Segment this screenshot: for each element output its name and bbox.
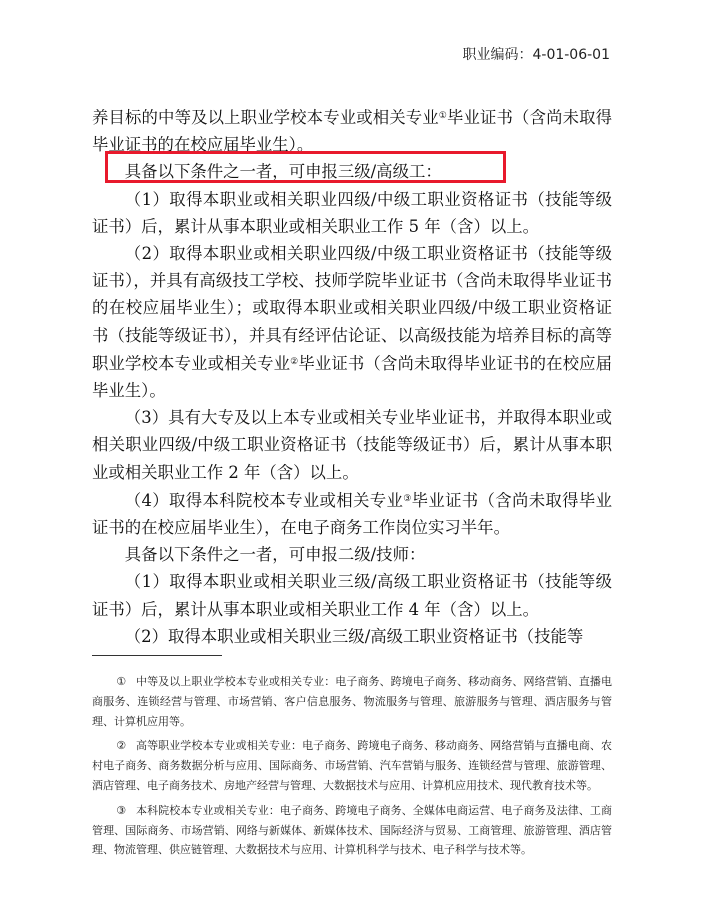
footnotes: [92, 672, 612, 865]
footnote-mark: ③: [116, 803, 127, 817]
footnote-text: 中等及以上职业学校本专业或相关专业：电子商务、跨境电子商务、移动商务、网络营销、直播电商服务、连锁经营与管理、市场营销、客户信息服务、物流服务与管理、旅游服务与管理、酒店服务与管理、计算机应用等。: [92, 675, 612, 728]
footnote-mark: ①: [116, 675, 127, 688]
footnote-2: [92, 736, 612, 795]
footnote-ref[interactable]: ①: [438, 111, 447, 121]
level3-item-4: [92, 486, 612, 541]
footnote-ref[interactable]: ②: [290, 356, 299, 367]
level2-heading: 具备以下条件之一者，可申报二级/技师：: [124, 545, 426, 565]
level2-item-2: （2）取得本职业或相关职业三级/高级工职业资格证书（技能等: [124, 626, 584, 646]
footnote-3: [92, 801, 612, 860]
document-body: [92, 103, 612, 650]
level3-item-3: （3）具有大专及以上本专业或相关专业毕业证书，并取得本职业或相关职业四级/中级工职业资格证书（技能等级证书）后，累计从事本职业或相关职业工作 2 年（含）以上。: [92, 408, 612, 482]
text-run: 毕业证书（含尚未取得毕业证书的在校应届毕业生），在电子商务工作岗位实习半年。: [92, 490, 612, 538]
footnote-mark: ②: [116, 739, 127, 753]
text-run: （2）取得本职业或相关职业四级/中级工职业资格证书（技能等级证书），并具有高级技工学校、技师学院毕业证书（含尚未取得毕业证书的在校应届毕业生）；或取得本职业或相关职业四级/中级工职业资格证书（技能等级证书），并具有经评估论证、以高级技能为培养目标的高等职业学校本专业或相关专业: [92, 244, 612, 373]
text-run: 毕业证书（含尚未取得毕业证书的在校应届毕业生）。: [92, 353, 613, 401]
footnote-text: 本科院校本专业或相关专业：电子商务、跨境电子商务、全媒体电商运营、电子商务及法律、工商管理、国际商务、市场营销、网络与新媒体、新媒体技术、国际经济与贸易、工商管理、旅游管理、酒店管理、物流管理、供应链管理、大数据技术与应用、计算机科学与技术、电子科学与技术等。: [92, 803, 612, 857]
footnote-ref[interactable]: ③: [403, 493, 412, 504]
level3-heading: 具备以下条件之一者，可申报三级/高级工：: [124, 162, 442, 182]
footnote-divider: [92, 655, 222, 656]
text-run: （4）取得本科院校本专业或相关专业: [124, 490, 404, 510]
footnote-text: 高等职业学校本专业或相关专业：电子商务、跨境电子商务、移动商务、网络营销与直播电商、农村电子商务、商务数据分析与应用、国际商务、市场营销、汽车营销与服务、连锁经营与管理、旅游管理、酒店管理、电子商务技术、房地产经营与管理、大数据技术与应用、计算机应用技术、现代教育技术等。: [92, 739, 612, 792]
text-run: 毕业证书（含尚未取得毕业证书的在校应届毕业生）。: [92, 108, 613, 155]
level2-item-1: （1）取得本职业或相关职业三级/高级工职业资格证书（技能等级证书）后，累计从事本职业或相关职业工作 4 年（含）以上。: [92, 572, 612, 619]
occupation-code: 职业编码：4-01-06-01: [462, 47, 610, 63]
highlight-box: [105, 151, 506, 183]
level3-item-2: [92, 240, 612, 404]
text-run: 养目标的中等及以上职业学校本专业或相关专业: [92, 108, 439, 127]
footnote-1: [92, 672, 612, 731]
level3-item-1: （1）取得本职业或相关职业四级/中级工职业资格证书（技能等级证书）后，累计从事本职业或相关职业工作 5 年（含）以上。: [92, 189, 612, 236]
